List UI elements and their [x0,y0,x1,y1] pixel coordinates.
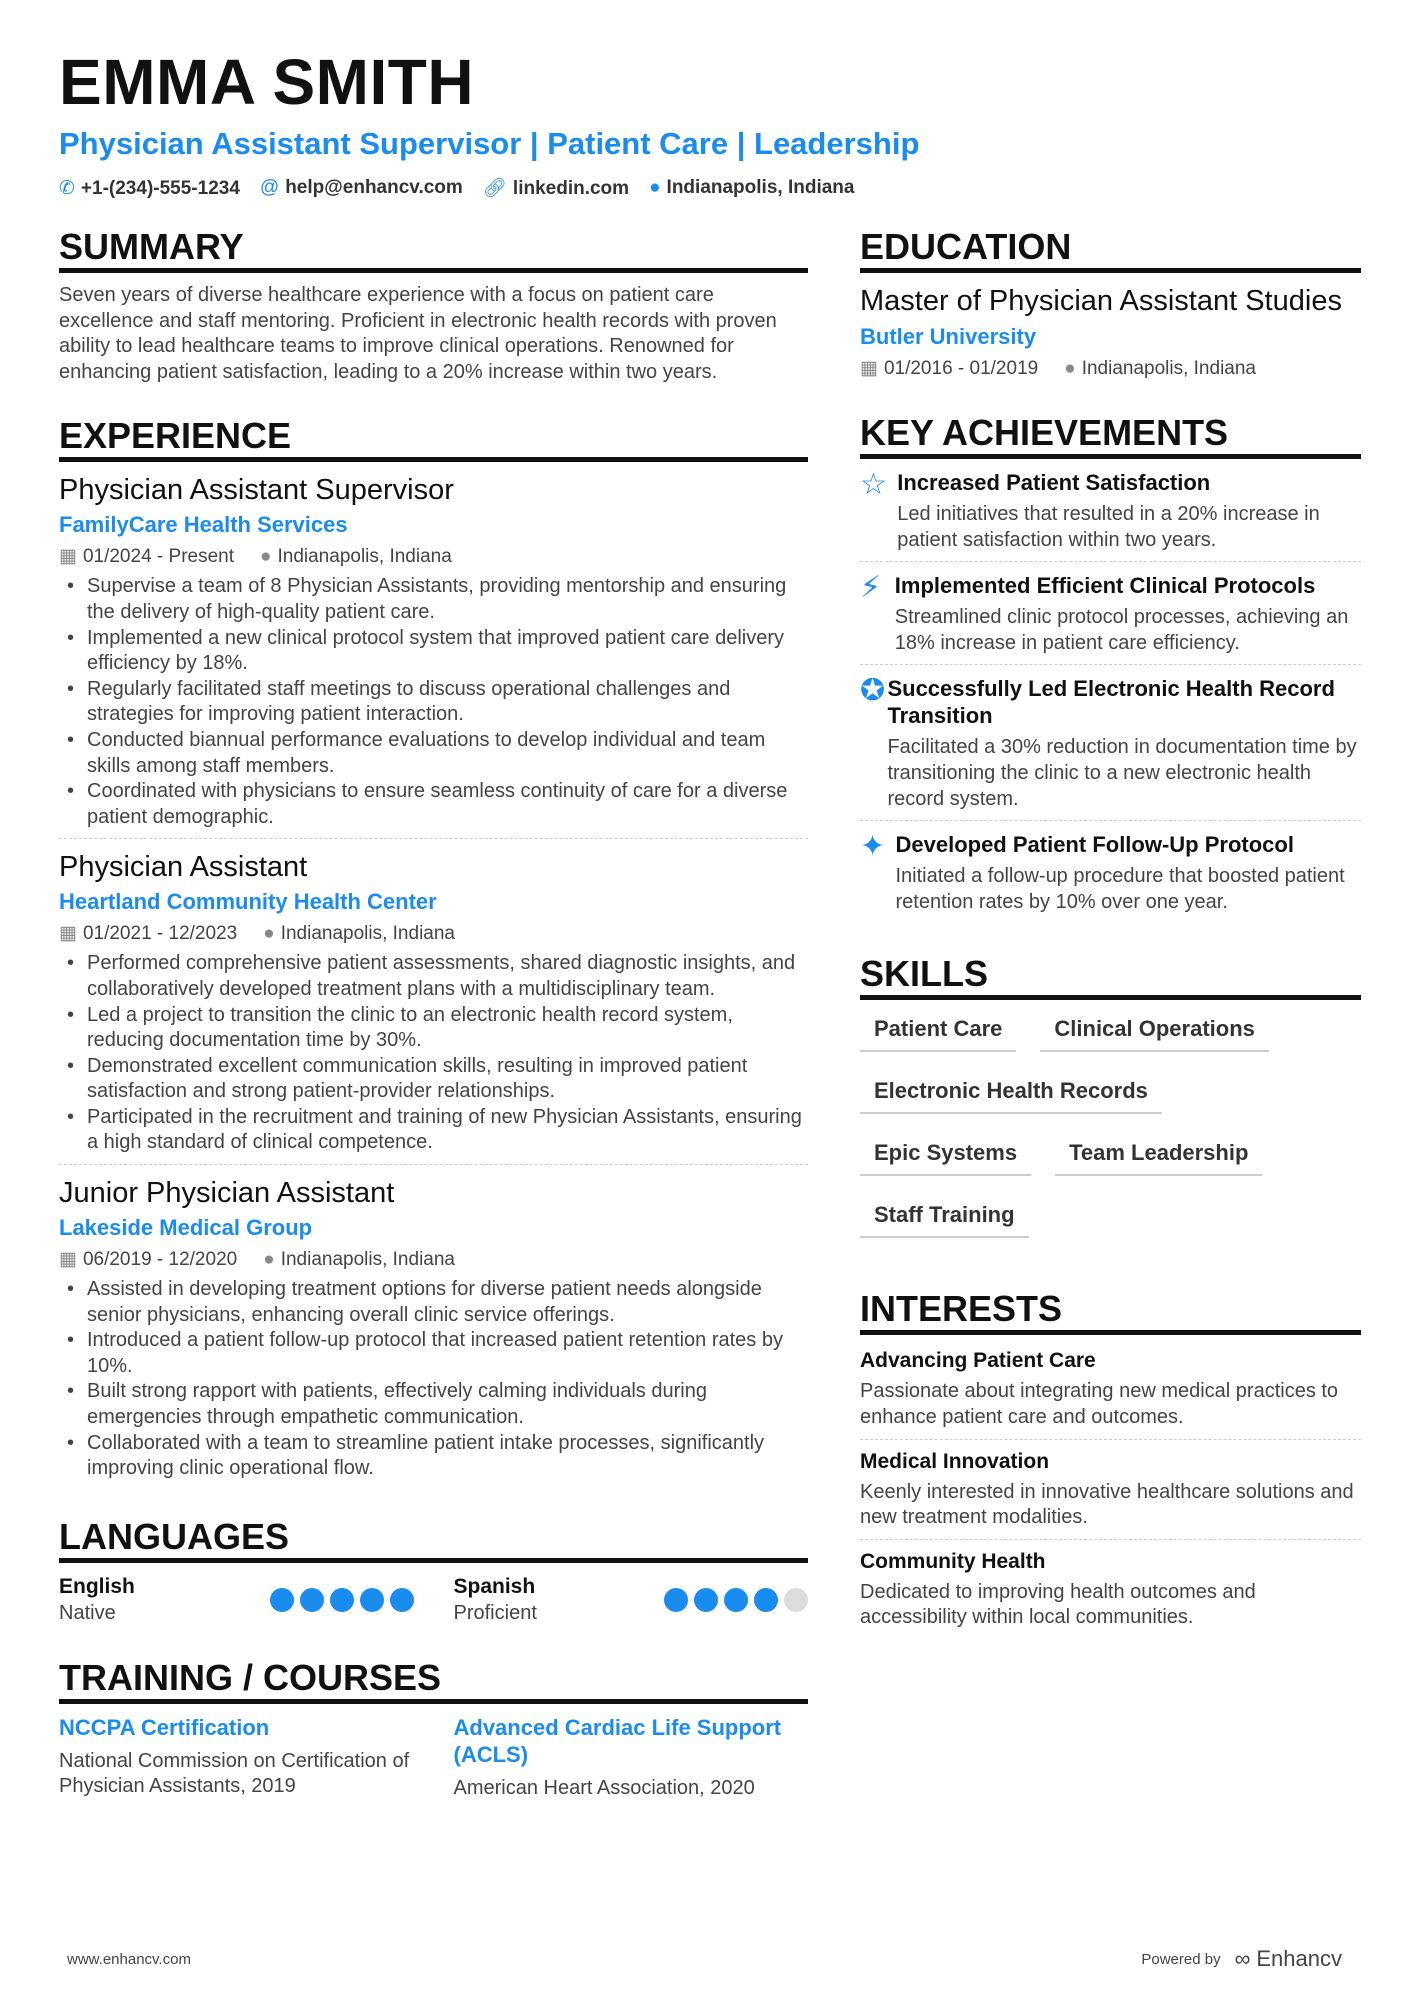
headline: Physician Assistant Supervisor | Patient Care | Leadership [59,126,920,161]
achievement-item [860,665,1361,821]
job-entry [59,849,808,1165]
location-icon: ● [260,546,272,568]
bullet: • Demonstrated excellent communication skills, resulting in improved patient satisfaction and strong patient-provider relationships. [59,1054,808,1105]
language-rating [270,1588,414,1612]
dates: ▦ 01/2021 - 12/2023 [59,923,238,945]
rating-dot [390,1588,414,1612]
rating-dot [360,1588,384,1612]
location: ● Indianapolis, Indiana [263,1249,455,1271]
course-item [454,1714,809,1802]
interest-title: Community Health [860,1549,1046,1573]
interests-section [860,1288,1361,1639]
interest-title: Medical Innovation [860,1449,1050,1473]
job-entry [59,1175,808,1490]
experience-section [59,415,808,1489]
section-title: KEY ACHIEVEMENTS [860,412,1361,459]
location: ● Indianapolis, Indiana [263,923,455,945]
website-link[interactable]: www.enhancv.com [67,1950,191,1968]
contact-location [649,177,854,199]
bullet: • Assisted in developing treatment options for diverse patient needs alongside senior physicians, enhancing overall clinic service offerings. [59,1277,808,1328]
star-icon: ☆ [860,468,887,501]
calendar-icon: ▦ [59,923,77,945]
job-title: Junior Physician Assistant [59,1177,395,1210]
location-icon: ● [1064,358,1076,379]
skill-chip: Patient Care [860,1010,1016,1052]
achievement-item [860,459,1361,562]
bullet: • Conducted biannual performance evaluations to develop individual and team skills among staff members. [59,728,808,779]
interest-desc: Dedicated to improving health outcomes and accessibility within local communities. [860,1580,1256,1629]
link-text: linkedin.com [512,178,630,199]
skills-section [860,953,1361,1258]
bullet: • Coordinated with physicians to ensure seamless continuity of care for a diverse patient demographic. [59,779,808,830]
language-level: Proficient [453,1601,537,1624]
section-title: INTERESTS [860,1288,1361,1335]
bullet: • Participated in the recruitment and training of new Physician Assistants, ensuring a high standard of clinical competence. [59,1105,808,1156]
course-desc: American Heart Association, 2020 [453,1776,755,1799]
skill-chip: Electronic Health Records [860,1072,1162,1114]
degree: Master of Physician Assistant Studies [860,285,1342,317]
section-title: EDUCATION [860,226,1361,273]
skill-chip: Team Leadership [1055,1134,1262,1176]
dates: ▦ 06/2019 - 12/2020 [59,1249,238,1271]
course-title: NCCPA Certification [59,1714,270,1740]
rating-dot [330,1588,354,1612]
bullet: • Built strong rapport with patients, effectively calming individuals during emergencies through empathetic communication. [59,1379,808,1430]
rating-dot [754,1588,778,1612]
rating-dot [694,1588,718,1612]
phone-icon: ✆ [59,177,75,199]
summary-text: Seven years of diverse healthcare experience with a focus on patient care excellence and staff mentoring. Proficient in electronic health records with proven ability to lead healthcare teams to improve clinical operations. Renowned for enhancing patient satisfaction, leading to a 20% increase within two years. [59,284,777,383]
section-title: LANGUAGES [59,1516,808,1563]
summary-section [59,226,808,385]
location-text: Indianapolis, Indiana [666,177,855,198]
location-icon: ● [649,177,661,198]
bullet: • Implemented a new clinical protocol system that improved patient care delivery efficiency by 18%. [59,626,808,677]
powered-by: Powered by [1141,1950,1221,1968]
languages-section [59,1516,808,1627]
achievement-title: Increased Patient Satisfaction [897,470,1211,495]
resume [59,44,1361,1831]
calendar-icon: ▦ [59,1249,77,1271]
achievement-desc: Led initiatives that resulted in a 20% increase in patient satisfaction within two years. [897,503,1320,551]
company: FamilyCare Health Services [59,512,348,538]
bullet: • Performed comprehensive patient assessments, shared diagnostic insights, and collaboratively developed treatment plans with a multidisciplinary team. [59,951,808,1002]
phone-text: +1-(234)-555-1234 [80,177,240,199]
job-title: Physician Assistant Supervisor [59,474,454,507]
magic-wand-icon: ✦ [860,830,886,864]
contact-bar [59,176,1361,200]
achievement-title: Implemented Efficient Clinical Protocols [894,573,1316,599]
achievement-title: Developed Patient Follow-Up Protocol [895,832,1294,858]
at-icon: @ [259,177,280,198]
section-title: SKILLS [860,953,1361,1000]
section-title: TRAINING / COURSES [59,1657,808,1704]
education-section [860,226,1361,382]
achievements-section [860,412,1361,923]
company: Heartland Community Health Center [59,889,437,915]
dates: ▦ 01/2016 - 01/2019 [860,358,1039,379]
job-entry [59,472,808,839]
school: Butler University [860,324,1037,349]
rating-dot [664,1588,688,1612]
calendar-icon: ▦ [59,546,77,568]
rating-dot [724,1588,748,1612]
skill-chip: Staff Training [860,1196,1029,1238]
contact-email[interactable] [260,177,463,199]
language-level: Native [59,1601,116,1624]
calendar-icon: ▦ [860,358,878,379]
interest-title: Advancing Patient Care [860,1349,1096,1373]
location: ● Indianapolis, Indiana [260,546,452,568]
bullet: • Collaborated with a team to streamline patient intake processes, significantly improving clinic operational flow. [59,1431,808,1482]
achievement-item [860,821,1361,923]
skill-chip: Clinical Operations [1040,1010,1269,1052]
footer [67,1946,1342,1972]
bullet: • Supervise a team of 8 Physician Assistants, providing mentorship and ensuring the delivery of high-quality patient care. [59,574,808,625]
rating-dot [270,1588,294,1612]
right-column [860,226,1361,1831]
email-text: help@enhancv.com [285,177,463,198]
language-rating [664,1588,808,1612]
candidate-name: EMMA SMITH [59,46,475,118]
course-title: Advanced Cardiac Life Support (ACLS) [453,1714,782,1767]
language-name: English [59,1574,135,1598]
interest-desc: Passionate about integrating new medical practices to enhance patient care and outcomes. [860,1380,1339,1428]
contact-phone[interactable] [59,177,240,200]
achievement-item [860,562,1361,665]
achievement-desc: Streamlined clinic protocol processes, achieving an 18% increase in patient care efficiency. [894,606,1349,654]
rating-dot [784,1588,808,1612]
location: ● Indianapolis, Indiana [1064,358,1256,379]
interest-item [860,1339,1361,1439]
skill-chip: Epic Systems [860,1134,1031,1176]
bullet: • Regularly facilitated staff meetings to discuss operational challenges and strategies for improving patient interaction. [59,677,808,728]
job-title: Physician Assistant [59,851,308,884]
bullet: • Introduced a patient follow-up protocol that increased patient retention rates by 10%. [59,1328,808,1379]
location-icon: ● [263,1249,275,1271]
achievement-desc: Initiated a follow-up procedure that boosted patient retention rates by 10% over one year. [895,865,1345,913]
course-item [59,1714,414,1802]
section-title: SUMMARY [59,226,808,273]
bullet: • Led a project to transition the clinic to an electronic health record system, reducing documentation time by 30%. [59,1003,808,1054]
company: Lakeside Medical Group [59,1215,313,1241]
contact-link[interactable] [483,176,629,200]
award-ribbon-icon: ✪ [860,674,886,708]
location-icon: ● [263,923,275,945]
rating-dot [300,1588,324,1612]
link-icon: 🔗︎ [482,178,507,199]
lightning-icon: ⚡︎ [860,571,882,605]
section-title: EXPERIENCE [59,415,808,462]
enhancv-logo: ∞ Enhancv [1234,1946,1342,1971]
left-column [59,226,808,1831]
language-name: Spanish [453,1574,536,1598]
language-item [59,1573,414,1627]
language-item [454,1573,809,1627]
course-desc: National Commission on Certification of Physician Assistants, 2019 [59,1749,410,1798]
achievement-title: Successfully Led Electronic Health Record Transition [887,676,1335,729]
interest-item [860,1540,1361,1639]
interest-item [860,1440,1361,1540]
achievement-desc: Facilitated a 30% reduction in documentation time by transitioning the clinic to a new electronic health record system. [887,736,1357,810]
training-section [59,1657,808,1802]
dates: ▦ 01/2024 - Present [59,546,234,568]
interest-desc: Keenly interested in innovative healthcare solutions and new treatment modalities. [860,1480,1354,1529]
